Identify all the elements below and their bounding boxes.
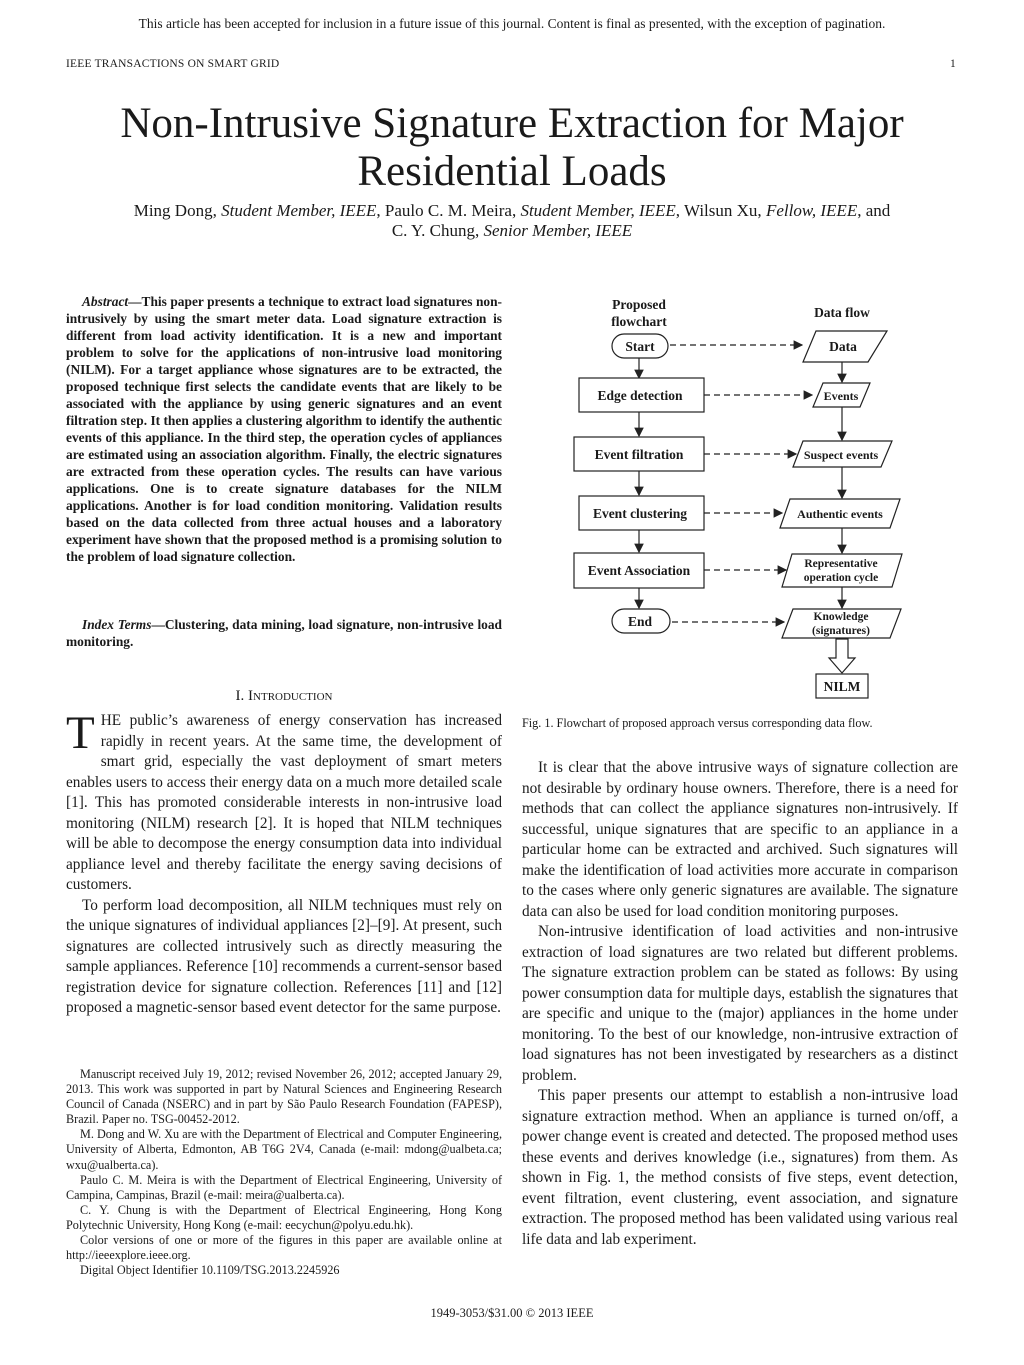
section-title: Introduction (248, 688, 333, 704)
copyright-footer: 1949-3053/$31.00 © 2013 IEEE (430, 1306, 594, 1320)
footnote-affiliation: M. Dong and W. Xu are with the Department of Electrical and Computer Engineering, University of Alberta, Edmonton, AB T6G 2V4, Canada (e-mail: mdong@ualbeta.ca; wxu@ualberta.ca). (66, 1127, 502, 1172)
data-label: Events (823, 389, 859, 403)
step-label: Edge detection (597, 388, 683, 403)
left-header-line-2: flowchart (611, 314, 667, 329)
index-terms (66, 616, 502, 650)
footnote-affiliation: Paulo C. M. Meira is with the Department of Electrical Engineering, University of Campina, Campinas, Brazil (e-mail: meira@ualberta.ca). (66, 1172, 502, 1202)
col2-paragraph-1: It is clear that the above intrusive ways of signature collection are not desirable by ordinary house owners. Therefore, there is a need for methods that can collect the appliance signatures non-intrusively. If successful, unique signatures that are specific to an appliance in a particular home can be extracted and archived. Such signatures will make the identification of load activities more accurate in comparison to the cases where only generic signatures are available. The signature data can also be used for load condition monitoring purposes. (522, 759, 958, 920)
title-line-2: Residential Loads (357, 148, 667, 195)
intro-paragraph-2: To perform load decomposition, all NILM techniques must rely on the unique signatures of individual appliances [2]–[9]. At present, such signatures are collected intrusively such as directly measuring the sample appliances. Reference [10] recommends a current-sensor based registration device for signature collection. References [11] and [12] proposed a magnetic-sensor based event detector for the same purpose. (66, 896, 502, 1016)
index-terms-label: Index Terms (82, 617, 152, 632)
author-line-2 (40, 221, 984, 241)
abstract-label: Abstract (82, 294, 129, 309)
page-number: 1 (950, 58, 956, 70)
index-terms-text: —Clustering, data mining, load signature, non-intrusive load monitoring. (66, 617, 502, 649)
hollow-arrow (829, 639, 855, 673)
author-line-1 (40, 201, 984, 221)
abstract-text: —This paper presents a technique to extract load signatures non-intrusively by using the smart meter data. Load signature extraction is different from load activity identification. It is a new and important problem to solve for the applications of non-intrusive load monitoring (NILM). For a target appliance whose signatures are to be extracted, the proposed technique first selects the candidate events that are likely to be associated with the appliance by using generic signatures and an event filtration step. It then applies a clustering algorithm to identify the authentic events of this appliance. In the third step, the operation cycles of appliances are estimated using an association algorithm. Finally, the electric signatures are extracted from these operation cycles. The results can have various applications. One is to create signature databases for the NILM applications. Another is for load condition monitoring. Validation results based on the data collected from three actual houses and a laboratory experiment have shown that the proposed method is a promising solution to the problem of load signature collection. (66, 294, 502, 564)
representative-label-1: Representative (804, 558, 878, 570)
abstract (66, 293, 502, 565)
author-name: C. Y. Chung, (391, 221, 484, 240)
section-heading (66, 688, 502, 705)
author-membership: Fellow, IEEE (765, 201, 858, 220)
nilm-label: NILM (823, 679, 861, 694)
footnote-color: Color versions of one or more of the figures in this paper are available online at http://ieeexplore.ieee.org. (66, 1233, 502, 1263)
data-label: Authentic events (797, 507, 883, 521)
col2-paragraph-3: This paper presents our attempt to establish a non-intrusive load signature extraction method. When an appliance is turned on/off, a power change event is created and detected. The proposed method uses these events and derives knowledge (i.e., signatures) from them. As shown in Fig. 1, the method consists of five steps, event detection, event filtration, event clustering, event association, and signature extraction. The proposed method has been validated using various real life data and lab experiment. (522, 1087, 958, 1248)
author-membership: Student Member, IEEE (221, 201, 377, 220)
step-label: Event clustering (592, 506, 688, 521)
intro-column-1 (66, 707, 502, 1019)
author-membership: Student Member, IEEE (520, 201, 676, 220)
column-2-text (522, 758, 958, 1250)
author-name: , Wilsun Xu, (675, 201, 766, 220)
left-header-line-1: Proposed (612, 297, 666, 312)
step-label: Event Association (587, 563, 691, 578)
author-list (40, 201, 984, 241)
data-label: Data (829, 339, 857, 354)
author-separator: , and (857, 201, 891, 220)
footnote-doi: Digital Object Identifier 10.1109/TSG.2013.2245926 (80, 1263, 340, 1278)
section-number: I. (235, 688, 249, 704)
data-label: Suspect events (803, 448, 879, 462)
knowledge-label-2: (signatures) (812, 625, 870, 637)
start-label: Start (625, 339, 655, 354)
figure-1-flowchart (560, 290, 920, 702)
author-name: , Paulo C. M. Meira, (376, 201, 521, 220)
author-membership: Senior Member, IEEE (483, 221, 633, 240)
footnotes (66, 1067, 502, 1278)
author-name: Ming Dong, (133, 201, 222, 220)
paper-title (0, 100, 1024, 196)
step-label: Event filtration (594, 447, 684, 462)
drop-cap: T (66, 707, 95, 759)
col2-paragraph-2: Non-intrusive identification of load activities and non-intrusive extraction of load signatures are two related but different problems. The signature extraction problem can be stated as follows: By using power consumption data for multiple days, establish the signatures that are specific and unique to the (major) appliances in the home under monitoring. To the best of our knowledge, non-intrusive extraction of load signatures has not been investigated by researchers as a distinct problem. (522, 923, 958, 1084)
representative-label-2: operation cycle (803, 572, 879, 584)
running-head: IEEE TRANSACTIONS ON SMART GRID (66, 58, 280, 70)
end-label: End (627, 614, 653, 629)
footnote-affiliation: C. Y. Chung is with the Department of Electrical Engineering, Hong Kong Polytechnic University, Hong Kong (e-mail: eecychun@polyu.edu.hk). (66, 1202, 502, 1232)
knowledge-label-1: Knowledge (813, 611, 869, 623)
acceptance-notice: This article has been accepted for inclusion in a future issue of this journal. Content is final as presented, with the exception of pagination. (138, 16, 886, 31)
intro-paragraph-1 (66, 707, 502, 896)
right-header: Data flow (814, 305, 870, 320)
title-line-1: Non-Intrusive Signature Extraction for Major (120, 100, 904, 147)
footnote-manuscript: Manuscript received July 19, 2012; revised November 26, 2012; accepted January 29, 2013. This work was supported in part by Natural Sciences and Engineering Research Council of Canada (NSERC) and in part by São Paulo Research Foundation (FAPESP), Brazil. Paper no. TSG-00452-2012. (66, 1067, 502, 1127)
intro-paragraph-1-text: HE public’s awareness of energy conservation has increased rapidly in recent years. At the same time, the development of smart grid, especially the vast deployment of smart meters enables users to access their energy data on a much more detailed scale [1]. This has promoted considerable interests in non-intrusive load monitoring (NILM) research [2]. It is hoped that NILM techniques will be able to decompose the energy consumption data into individual appliance level and thereby facilitate the energy saving decisions of customers. (66, 712, 502, 893)
figure-caption: Fig. 1. Flowchart of proposed approach versus corresponding data flow. (522, 716, 873, 730)
